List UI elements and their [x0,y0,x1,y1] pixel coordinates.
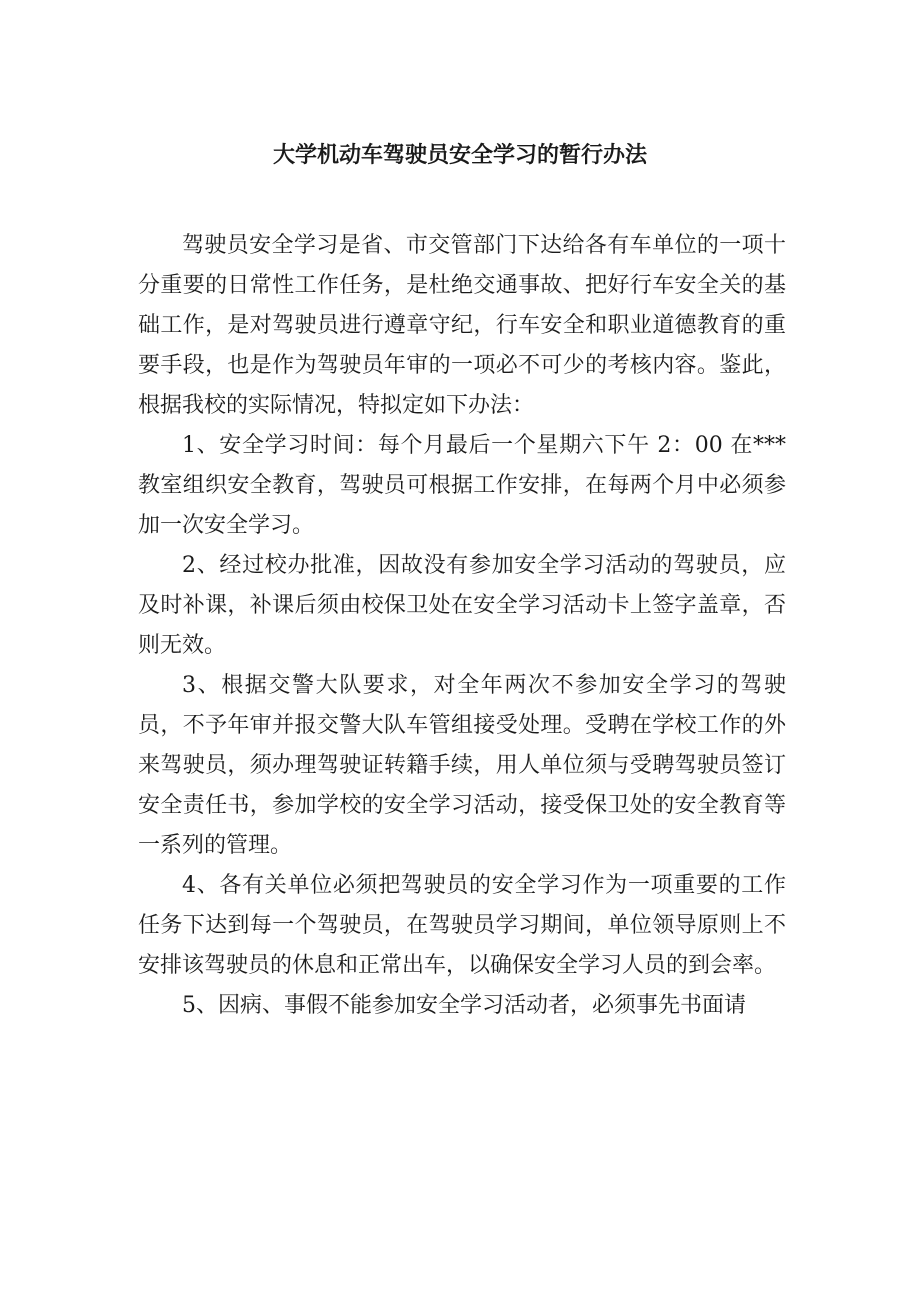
paragraph-intro: 驾驶员安全学习是省、市交管部门下达给各有车单位的一项十分重要的日常性工作任务，是杜绝交通事故、把好行车安全关的基础工作，是对驾驶员进行遵章守纪，行车安全和职业道德教育的重要手段，也是作为驾驶员年审的一项必不可少的考核内容。鉴此，根据我校的实际情况，特拟定如下办法： [138,233,786,418]
paragraph-item-2: 2、经过校办批准，因故没有参加安全学习活动的驾驶员，应及时补课，补课后须由校保卫处在安全学习活动卡上签字盖章，否则无效。 [138,553,786,658]
paragraph-item-3: 3、根据交警大队要求，对全年两次不参加安全学习的驾驶员，不予年审并报交警大队车管组接受处理。受聘在学校工作的外来驾驶员，须办理驾驶证转籍手续，用人单位须与受聘驾驶员签订安全责任书，参加学校的安全学习活动，接受保卫处的安全教育等一系列的管理。 [138,673,786,858]
paragraph-item-5: 5、因病、事假不能参加安全学习活动者，必须事先书面请 [182,993,746,1018]
paragraph-item-4: 4、各有关单位必须把驾驶员的安全学习作为一项重要的工作任务下达到每一个驾驶员，在驾驶员学习期间，单位领导原则上不安排该驾驶员的休息和正常出车，以确保安全学习人员的到会率。 [138,873,786,978]
document-title: 大学机动车驾驶员安全学习的暂行办法 [272,142,647,168]
paragraph-item-1: 1、安全学习时间：每个月最后一个星期六下午 2：00 在***教室组织安全教育，驾驶员可根据工作安排，在每两个月中必须参加一次安全学习。 [138,433,786,538]
document-body [138,226,786,1026]
